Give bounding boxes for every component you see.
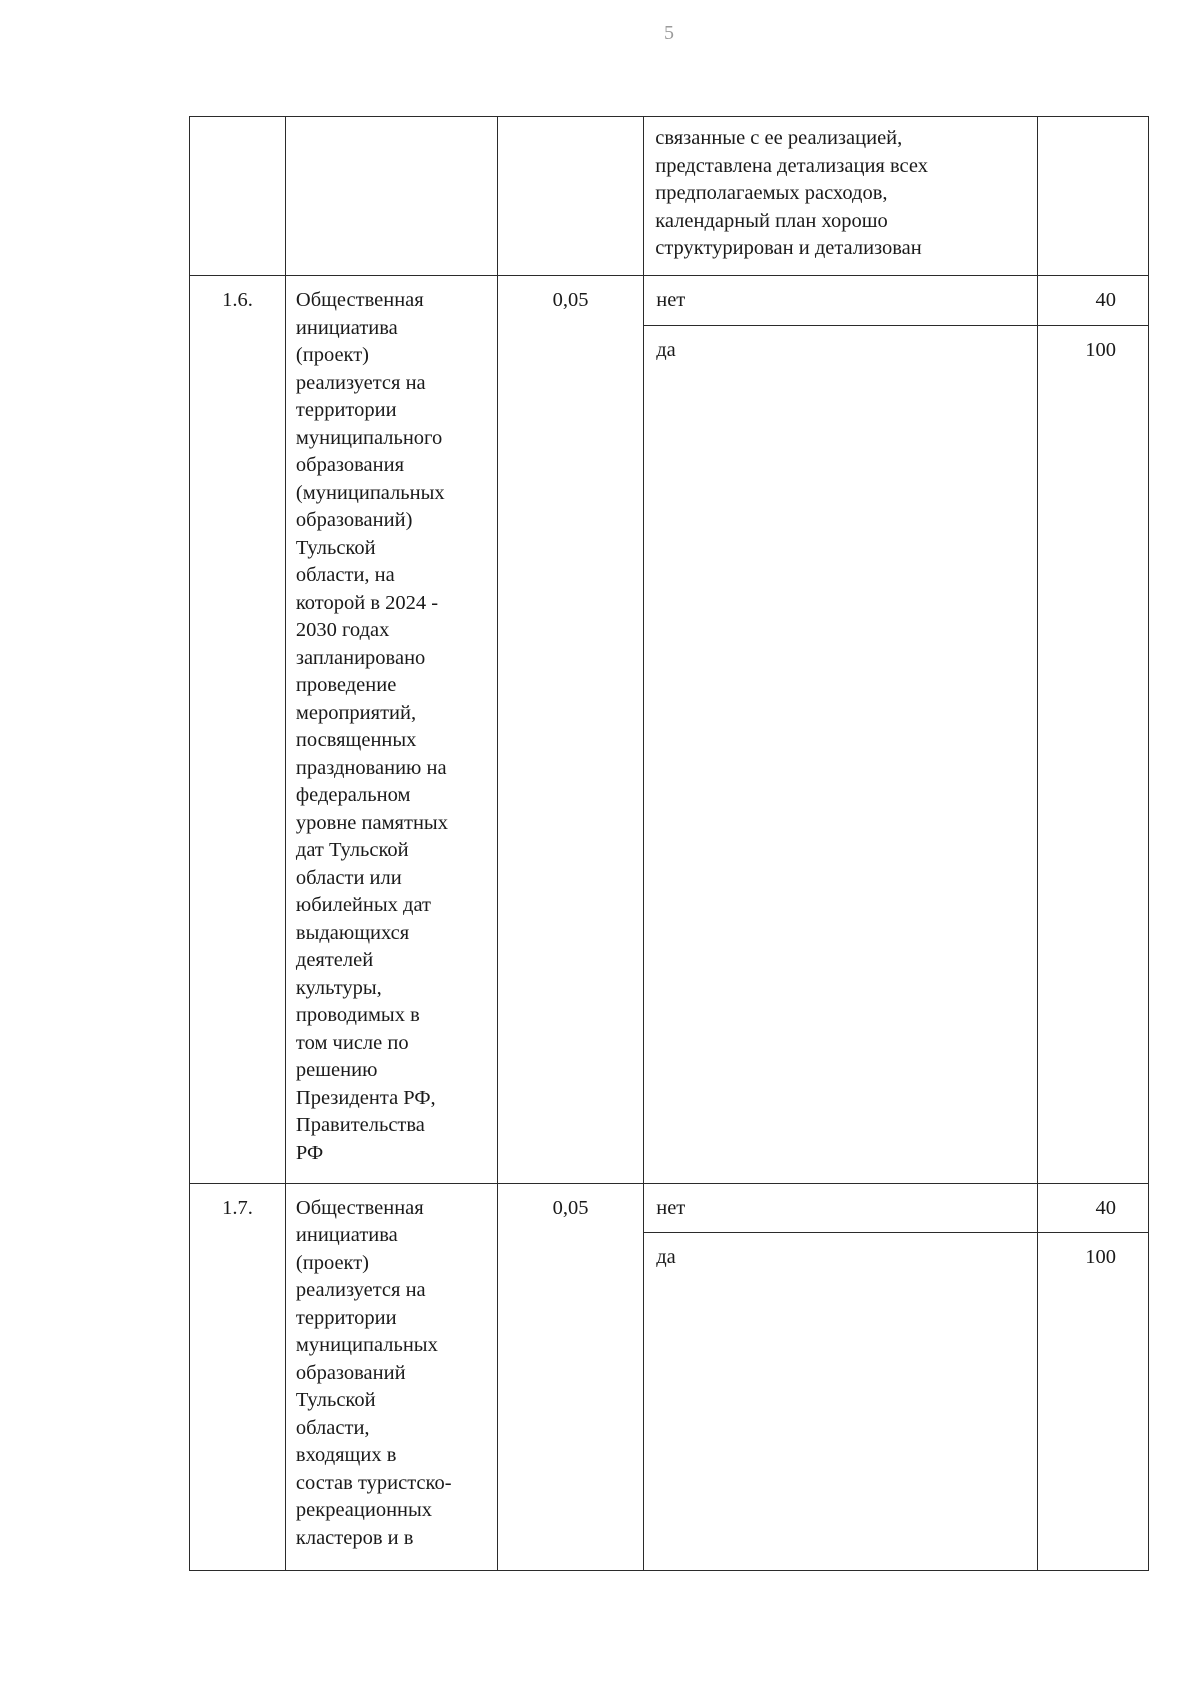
table-row-continuation: [190, 117, 1149, 276]
criterion-weight: 0,05: [552, 289, 589, 311]
cell-number: [190, 117, 286, 276]
cell-weight: [497, 1183, 643, 1571]
option-score: 100: [1085, 338, 1116, 361]
cell-score: [1037, 276, 1148, 326]
criteria-table: [189, 116, 1149, 1571]
table-row-1-7: [190, 1183, 1149, 1233]
option-score: 40: [1095, 289, 1116, 311]
cell-number: [190, 1183, 286, 1571]
cell-value: [644, 325, 1038, 1183]
criterion-weight: 0,05: [552, 1196, 589, 1219]
cell-number: [190, 276, 286, 1184]
cell-score: [1037, 1233, 1148, 1571]
criterion-name: Общественная инициатива (проект) реализуется на территории муниципального образования (муниципальных образований) Тульской области, на которой в 2024 - 2030 годах запланировано проведение мероприятий, посвященных празднованию на федеральном уровне памятных дат Тульской области или юбилейных дат выдающихся деятелей культуры, проводимых в том числе по решению Президента РФ, Правительства РФ: [295, 289, 448, 1164]
criterion-number: 1.7.: [222, 1196, 253, 1219]
option-value: нет: [656, 289, 686, 311]
option-value: да: [656, 338, 676, 361]
option-value: нет: [656, 1196, 686, 1219]
cell-value: [644, 1183, 1038, 1233]
cell-weight: [497, 117, 643, 276]
cell-score: [1037, 1183, 1148, 1233]
cell-value: [644, 117, 1038, 276]
criterion-value-text: связанные с ее реализацией, представлена детализация всех предполагаемых расходов, календарный план хорошо структурирован и детализован: [655, 127, 928, 259]
criterion-number: 1.6.: [222, 289, 253, 311]
table-row-1-6: [190, 276, 1149, 326]
cell-value: [644, 276, 1038, 326]
cell-name: [285, 1183, 497, 1571]
criterion-name: Общественная инициатива (проект) реализуется на территории муниципальных образований Тульской области, входящих в состав туристско- рекреационных кластеров и в: [295, 1196, 452, 1549]
cell-name: [285, 276, 497, 1184]
cell-score: [1037, 325, 1148, 1183]
cell-score: [1037, 117, 1148, 276]
cell-value: [644, 1233, 1038, 1571]
option-score: 100: [1085, 1246, 1116, 1268]
cell-weight: [497, 276, 643, 1184]
page-number: 5: [664, 22, 674, 44]
cell-name: [285, 117, 497, 276]
option-score: 40: [1095, 1196, 1116, 1219]
option-value: да: [656, 1246, 676, 1268]
